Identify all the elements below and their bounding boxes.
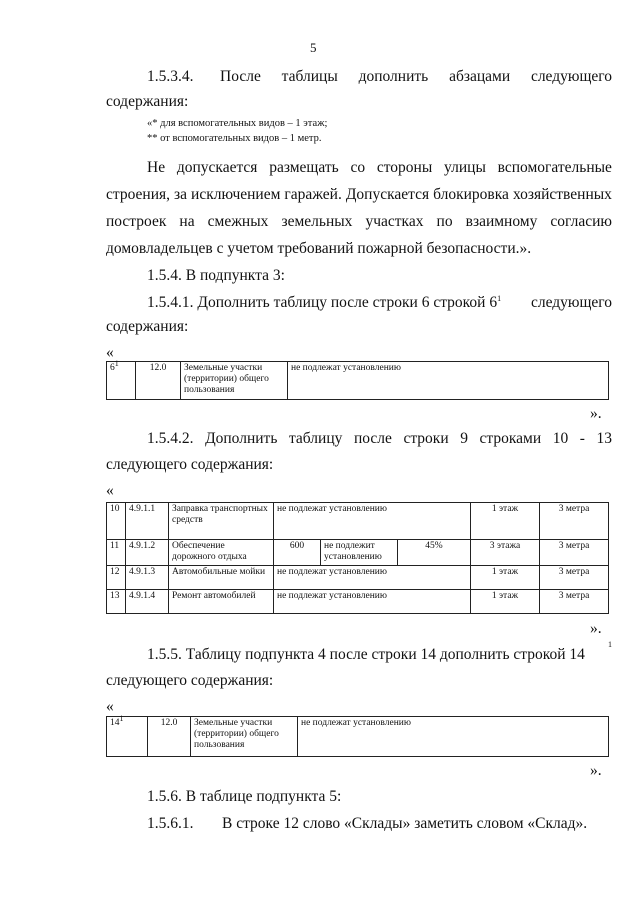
word: вспомогательные [497, 159, 612, 176]
word: размещать [269, 159, 339, 176]
word: со [350, 159, 366, 176]
word: исключением [191, 186, 281, 203]
item-1541-tail: следующего [530, 294, 612, 311]
word: участках [365, 213, 424, 230]
close-quote-1: ». [590, 405, 602, 422]
table3-num: $14^1$ [107, 717, 148, 757]
word: взаимному [465, 213, 538, 230]
item-155-sup: 1 [608, 640, 612, 649]
item-1534-cont: содержания: [106, 93, 189, 110]
word: дополнить [358, 68, 429, 85]
table-row: 11 4.9.1.2 Обеспечение дорожного отдыха 600 не подлежит установлению 45% 3 этажа 3 метра [107, 540, 609, 566]
item-1534-text [220, 67, 612, 87]
table-row-14-1 [106, 713, 609, 757]
table-rows-10-13 [106, 502, 609, 614]
close-quote-2: ». [590, 620, 602, 637]
table3-name: Земельные участки (территории) общего пользования [191, 717, 298, 757]
word: абзацами [449, 68, 511, 85]
item-1542-text [147, 429, 612, 449]
table1-name: Земельные участки (территории) общего пользования [181, 362, 288, 400]
item-154: 1.5.4. В подпункта 3: [147, 267, 285, 284]
word: Дополнить [205, 430, 278, 447]
item-1541-text: 1.5.4.1. Дополнить таблицу после строки 6 строкой 6 [147, 294, 498, 311]
word: стороны [376, 159, 433, 176]
footnote-floors: «* для вспомогательных видов – 1 этаж; [147, 118, 328, 129]
word: блокировка [433, 186, 509, 203]
word: 10 [552, 430, 569, 447]
word: гаражей. [284, 186, 342, 203]
word: 9 [460, 430, 468, 447]
item-1561-number: 1.5.6.1. [147, 815, 194, 832]
paragraph-line-1 [147, 158, 612, 178]
item-1561-text: В строке 12 слово «Склады» заметить словом «Склад». [222, 815, 588, 832]
table3-value: не подлежат установлению [298, 717, 609, 757]
word: улицы [444, 159, 486, 176]
table1-value: не подлежат установлению [288, 362, 609, 400]
word: таблицу [288, 430, 343, 447]
word: строками [479, 430, 542, 447]
open-quote-3: « [106, 698, 114, 715]
word: Допускается [345, 186, 430, 203]
table3-code: 12.0 [148, 717, 191, 757]
table-row-6-1 [106, 358, 609, 400]
item-1541-cont: содержания: [106, 318, 189, 335]
word: на [179, 213, 195, 230]
open-quote-1: « [106, 344, 114, 361]
word: смежных [207, 213, 269, 230]
word: 1.5.4.2. [147, 430, 194, 447]
paragraph-line-2 [106, 185, 612, 205]
open-quote-2: « [106, 482, 114, 499]
close-quote-3: ». [590, 762, 602, 779]
word: построек [106, 213, 167, 230]
word: Не [147, 159, 166, 176]
item-155-cont: следующего содержания: [106, 672, 274, 689]
footnote-distance: ** от вспомогательных видов – 1 метр. [147, 133, 322, 144]
word: земельных [281, 213, 353, 230]
page-number: 5 [310, 40, 317, 55]
item-1534-number: 1.5.3.4. [147, 68, 194, 85]
item-155 [147, 640, 612, 665]
word: таблицы [281, 68, 338, 85]
item-155-text: 1.5.5. Таблицу подпункта 4 после строки 14 дополнить строкой 14 [147, 646, 585, 663]
item-1542-cont: следующего содержания: [106, 456, 274, 473]
word: согласию [550, 213, 612, 230]
word: 13 [596, 430, 612, 447]
word: - [579, 430, 585, 447]
word: по [436, 213, 453, 230]
item-156: 1.5.6. В таблице подпункта 5: [147, 788, 342, 805]
word: допускается [176, 159, 258, 176]
table1-num: $6^1$ [107, 362, 136, 400]
word: После [220, 68, 261, 85]
table-row: 10 4.9.1.1 Заправка транспортных средств не подлежат установлению 1 этаж 3 метра [107, 503, 609, 540]
table-row: 12 4.9.1.3 Автомобильные мойки не подлежат установлению 1 этаж 3 метра [107, 566, 609, 590]
word: следующего [530, 68, 612, 85]
word: строки [403, 430, 449, 447]
table-row: 13 4.9.1.4 Ремонт автомобилей не подлежат установлению 1 этаж 3 метра [107, 590, 609, 614]
table1-code: 12.0 [136, 362, 181, 400]
item-1541 [147, 293, 612, 313]
word: после [353, 430, 392, 447]
paragraph-line-3 [106, 212, 612, 232]
word: хозяйственных [512, 186, 612, 203]
word: за [174, 186, 188, 203]
paragraph-line-4: домовладельцев с учетом требований пожарной безопасности.». [106, 240, 532, 257]
word: строения, [106, 186, 171, 203]
item-1541-sup: 1 [497, 293, 502, 303]
